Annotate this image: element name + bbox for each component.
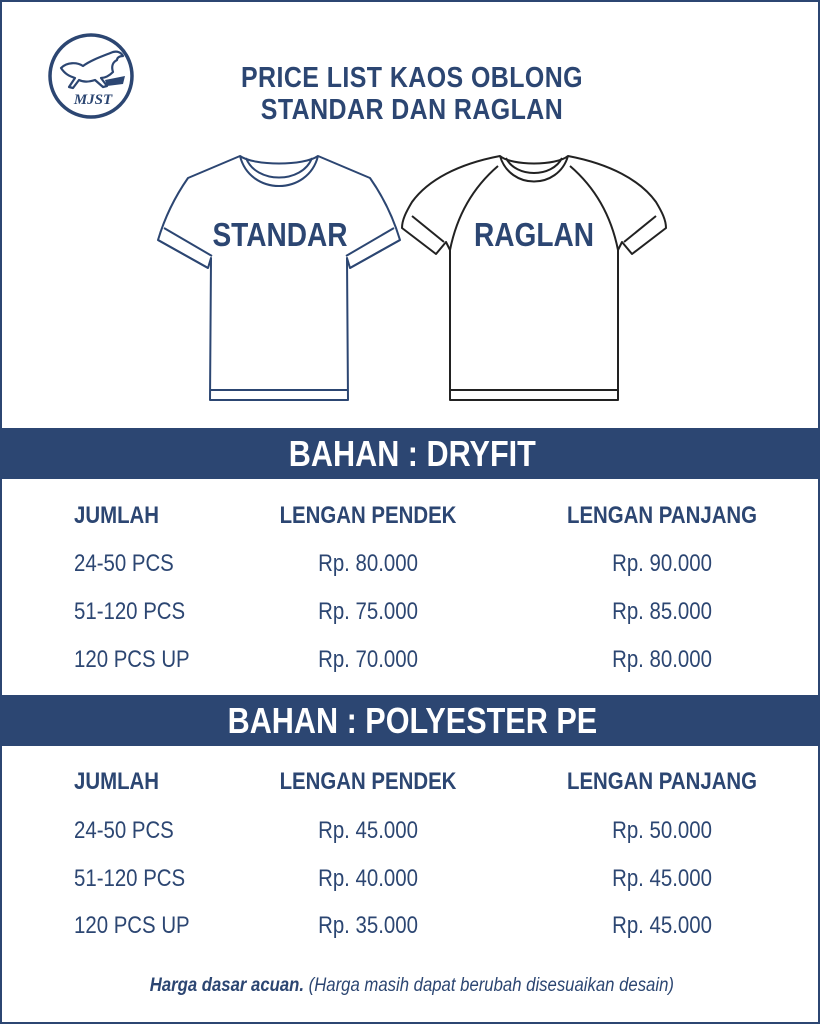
standard-tshirt-icon [154,150,404,406]
table-cell-qty: 120 PCS UP [74,912,190,939]
raglan-shirt-label: RAGLAN [474,216,594,253]
section-heading-polyester [2,695,820,746]
price-disclaimer-note [2,975,820,997]
raglan-tshirt-icon [400,150,668,406]
table-cell-qty: 51-120 PCS [74,865,186,892]
page-title-line-2: STANDAR DAN RAGLAN [260,94,564,126]
brand-logo [47,32,135,120]
logo-text: MJST [73,92,113,108]
note-bold-text: Harga dasar acuan. [149,975,305,996]
section-heading-dryfit [2,428,820,479]
table-cell-qty: 51-120 PCS [74,598,186,625]
price-list-page: MJST PRICE LIST KAOS OBLONG STANDAR DAN RAGLAN STANDAR RAGLAN BAHAN : DRYFIT JUMLAH LENGAN PENDEK LENGAN PANJANG 24-50 PCS Rp. 80.000 Rp. 90.000 51-120 PCS Rp. 75.000 Rp. 85.000 120 PCS UP Rp. 70.000 Rp. 80.000 BAHAN : POLYESTER PE JUMLAH LENGAN PENDEK LENGAN PANJANG 24-50 PCS Rp. 45.000 Rp. 50.000 51-120 PCS Rp. 40.000 Rp. 45.000 120 PCS UP Rp. 35.000 Rp. 45.000 Harga dasar acuan. (Harga masih dapat berubah disesuaikan desain) [0,0,820,1024]
section-heading-text: BAHAN : DRYFIT [288,433,536,474]
column-header-jumlah: JUMLAH [74,502,159,529]
table-cell-qty: 24-50 PCS [74,550,174,577]
standard-shirt-label: STANDAR [212,216,348,253]
note-rest-text: (Harga masih dapat berubah disesuaikan desain) [304,975,675,996]
column-header-jumlah: JUMLAH [74,768,159,795]
table-cell-qty: 24-50 PCS [74,817,174,844]
section-heading-text: BAHAN : POLYESTER PE [227,700,597,741]
page-title-line-1: PRICE LIST KAOS OBLONG [240,62,584,94]
table-cell-qty: 120 PCS UP [74,646,190,673]
